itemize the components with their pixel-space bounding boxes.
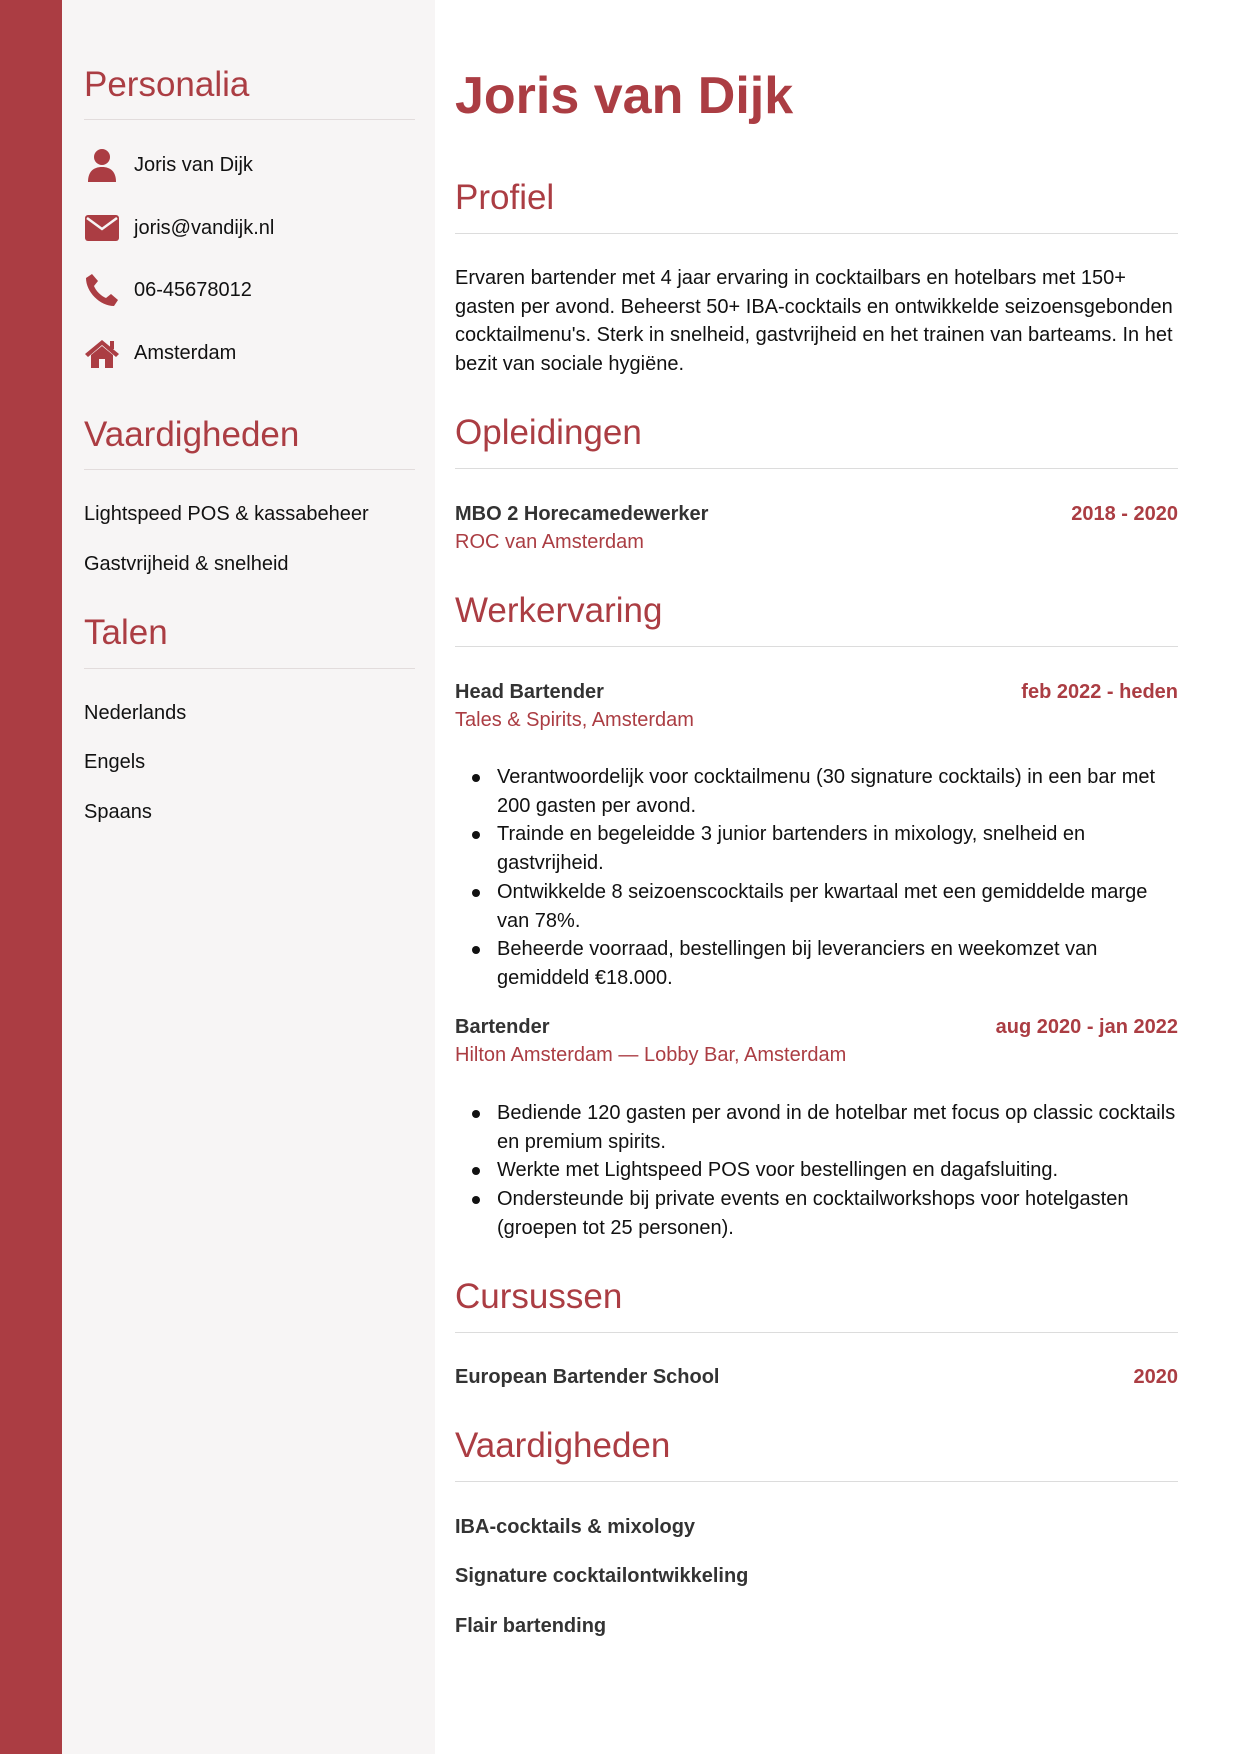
phone-icon	[84, 272, 120, 308]
job-date: feb 2022 - heden	[1021, 681, 1178, 703]
course-date: 2020	[1133, 1366, 1178, 1388]
user-icon	[84, 147, 120, 183]
divider	[455, 468, 1178, 469]
divider	[455, 233, 1178, 234]
skill-item: Lightspeed POS & kassabeheer	[84, 503, 369, 525]
skill-item: Gastvrijheid & snelheid	[84, 553, 289, 575]
accent-bar	[0, 0, 62, 1754]
personal-heading: Personalia	[84, 65, 250, 104]
candidate-name: Joris van Dijk	[455, 67, 794, 125]
language-item: Engels	[84, 751, 146, 773]
contact-phone-text[interactable]: 06-45678012	[134, 278, 252, 301]
list-item: Ondersteunde bij private events en cocktailworkshops voor hotelgasten (groepen tot 25 personen).	[455, 1185, 1178, 1242]
language-item: Spaans	[84, 801, 152, 823]
divider	[84, 119, 415, 120]
job-title: Head Bartender	[455, 681, 604, 703]
job-bullets	[455, 1099, 1178, 1243]
skill-item: Signature cocktailontwikkeling	[455, 1565, 749, 1587]
languages-heading: Talen	[84, 613, 168, 652]
job-company: Hilton Amsterdam — Lobby Bar, Amsterdam	[455, 1044, 847, 1066]
home-icon	[84, 335, 120, 371]
sidebar	[62, 0, 435, 1754]
list-item: Beheerde voorraad, bestellingen bij leveranciers en weekomzet van gemiddeld €18.000.	[455, 935, 1178, 992]
divider	[455, 1332, 1178, 1333]
profile-heading: Profiel	[455, 178, 555, 217]
contact-city-text: Amsterdam	[134, 341, 237, 364]
list-item: Trainde en begeleidde 3 junior bartenders in mixology, snelheid en gastvrijheid.	[455, 820, 1178, 877]
language-item: Nederlands	[84, 702, 187, 724]
contact-name	[84, 145, 253, 185]
contact-email	[84, 208, 275, 248]
list-item: Verantwoordelijk voor cocktailmenu (30 signature cocktails) in een bar met 200 gasten per avond.	[455, 763, 1178, 820]
contact-phone	[84, 270, 252, 310]
education-heading: Opleidingen	[455, 413, 642, 452]
contact-city	[84, 333, 237, 373]
job-bullets	[455, 763, 1178, 993]
job-title: Bartender	[455, 1016, 550, 1038]
course-title: European Bartender School	[455, 1366, 720, 1388]
job-company: Tales & Spirits, Amsterdam	[455, 709, 694, 731]
skill-item: IBA-cocktails & mixology	[455, 1516, 696, 1538]
courses-heading: Cursussen	[455, 1277, 623, 1316]
contact-name-text: Joris van Dijk	[134, 153, 253, 176]
divider	[455, 1481, 1178, 1482]
skills-heading: Vaardigheden	[84, 415, 300, 454]
profile-text: Ervaren bartender met 4 jaar ervaring in cocktailbars en hotelbars met 150+ gasten per avond. Beheerst 50+ IBA-cocktails en ontwikkelde seizoensgebonden cocktailmenu's. Sterk in snelheid, gastvrijheid en het trainen van barteams. In het bezit van sociale hygiëne.	[455, 267, 1173, 376]
divider	[455, 646, 1178, 647]
work-heading: Werkervaring	[455, 591, 663, 630]
education-date: 2018 - 2020	[1071, 503, 1178, 525]
divider	[84, 469, 415, 470]
list-item: Ontwikkelde 8 seizoenscocktails per kwartaal met een gemiddelde marge van 78%.	[455, 878, 1178, 935]
list-item: Bediende 120 gasten per avond in de hotelbar met focus op classic cocktails en premium spirits.	[455, 1099, 1178, 1156]
divider	[84, 668, 415, 669]
envelope-icon	[84, 210, 120, 246]
contact-email-text[interactable]: joris@vandijk.nl	[134, 216, 275, 239]
main-skills-heading: Vaardigheden	[455, 1426, 671, 1465]
education-title: MBO 2 Horecamedewerker	[455, 503, 709, 525]
job-date: aug 2020 - jan 2022	[995, 1016, 1178, 1038]
education-school: ROC van Amsterdam	[455, 531, 644, 553]
skill-item: Flair bartending	[455, 1615, 607, 1637]
list-item: Werkte met Lightspeed POS voor bestellingen en dagafsluiting.	[455, 1156, 1178, 1185]
